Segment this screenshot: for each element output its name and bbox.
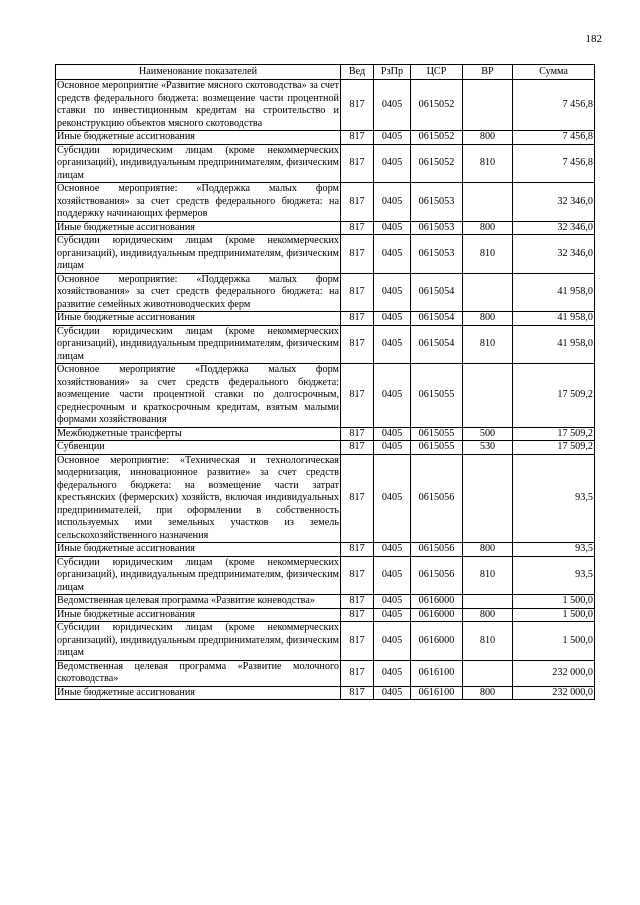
cell-ved: 817 — [341, 660, 374, 686]
cell-sum: 1 500,0 — [513, 622, 595, 661]
cell-vr: 800 — [463, 608, 513, 622]
cell-rzpr: 0405 — [374, 183, 411, 222]
cell-ved: 817 — [341, 556, 374, 595]
cell-ved: 817 — [341, 273, 374, 312]
cell-rzpr: 0405 — [374, 556, 411, 595]
cell-vr: 800 — [463, 221, 513, 235]
cell-rzpr: 0405 — [374, 543, 411, 557]
cell-csr: 0616000 — [411, 595, 463, 609]
table-header-row — [56, 65, 595, 80]
table-row — [56, 556, 595, 595]
cell-rzpr: 0405 — [374, 427, 411, 441]
cell-vr — [463, 364, 513, 428]
cell-vr — [463, 595, 513, 609]
header-rzpr: РзПр — [374, 65, 411, 80]
table-row — [56, 660, 595, 686]
table-row — [56, 325, 595, 364]
cell-name: Иные бюджетные ассигнования — [56, 312, 341, 326]
cell-ved: 817 — [341, 595, 374, 609]
cell-rzpr: 0405 — [374, 235, 411, 274]
table-row — [56, 80, 595, 131]
cell-csr: 0615053 — [411, 221, 463, 235]
table-row — [56, 312, 595, 326]
cell-csr: 0615055 — [411, 364, 463, 428]
cell-vr — [463, 80, 513, 131]
cell-csr: 0615056 — [411, 454, 463, 543]
table-row — [56, 543, 595, 557]
cell-name: Ведомственная целевая программа «Развитие коневодства» — [56, 595, 341, 609]
cell-csr: 0615053 — [411, 183, 463, 222]
cell-ved: 817 — [341, 608, 374, 622]
cell-csr: 0615056 — [411, 556, 463, 595]
header-sum: Сумма — [513, 65, 595, 80]
cell-csr: 0616100 — [411, 660, 463, 686]
cell-vr: 800 — [463, 543, 513, 557]
cell-name: Ведомственная целевая программа «Развитие молочного скотоводства» — [57, 660, 339, 684]
table-row — [56, 273, 595, 312]
cell-rzpr: 0405 — [374, 660, 411, 686]
cell-name: Иные бюджетные ассигнования — [56, 221, 341, 235]
table-row — [56, 622, 595, 661]
cell-sum: 93,5 — [513, 454, 595, 543]
cell-sum: 41 958,0 — [513, 312, 595, 326]
cell-vr: 810 — [463, 235, 513, 274]
cell-csr: 0615055 — [411, 441, 463, 455]
cell-csr: 0615052 — [411, 80, 463, 131]
cell-sum: 7 456,8 — [513, 144, 595, 183]
cell-ved: 817 — [341, 427, 374, 441]
cell-name: Субсидии юридическим лицам (кроме некоммерческих организаций), индивидуальным предпринимателям, физическим лицам — [57, 622, 339, 658]
cell-vr: 530 — [463, 441, 513, 455]
cell-csr: 0615054 — [411, 273, 463, 312]
cell-rzpr: 0405 — [374, 622, 411, 661]
cell-sum: 93,5 — [513, 556, 595, 595]
table-row — [56, 364, 595, 428]
cell-sum: 1 500,0 — [513, 595, 595, 609]
cell-csr: 0616100 — [411, 686, 463, 700]
cell-ved: 817 — [341, 686, 374, 700]
cell-csr: 0616000 — [411, 608, 463, 622]
cell-rzpr: 0405 — [374, 144, 411, 183]
table-row — [56, 595, 595, 609]
cell-sum: 32 346,0 — [513, 183, 595, 222]
cell-sum: 17 509,2 — [513, 364, 595, 428]
cell-ved: 817 — [341, 364, 374, 428]
page-number: 182 — [585, 33, 602, 45]
cell-rzpr: 0405 — [374, 441, 411, 455]
table-row — [56, 441, 595, 455]
cell-csr: 0615052 — [411, 131, 463, 145]
cell-sum: 17 509,2 — [513, 441, 595, 455]
cell-sum: 32 346,0 — [513, 235, 595, 274]
cell-sum: 17 509,2 — [513, 427, 595, 441]
cell-name: Субсидии юридическим лицам (кроме некоммерческих организаций), индивидуальным предпринимателям, физическим лицам — [57, 556, 339, 593]
cell-ved: 817 — [341, 325, 374, 364]
cell-ved: 817 — [341, 131, 374, 145]
cell-vr: 810 — [463, 556, 513, 595]
cell-csr: 0615054 — [411, 312, 463, 326]
cell-name: Основное мероприятие: «Техническая и технологическая модернизация, инновационное развитие» за счет средств федерального бюджета: на возмещение части затрат крестьянских (фермерских) хозяйств, включая индивидуальных предпринимателей, при оформлении в собственность используемых ими земельных участков из земель сельскохозяйственного назначения — [57, 454, 339, 541]
table-row — [56, 686, 595, 700]
cell-ved: 817 — [341, 441, 374, 455]
cell-rzpr: 0405 — [374, 686, 411, 700]
cell-rzpr: 0405 — [374, 80, 411, 131]
cell-rzpr: 0405 — [374, 595, 411, 609]
cell-csr: 0615052 — [411, 144, 463, 183]
cell-sum: 1 500,0 — [513, 608, 595, 622]
cell-name: Субсидии юридическим лицам (кроме некоммерческих организаций), индивидуальным предпринимателям, физическим лицам — [57, 144, 339, 181]
cell-csr: 0615054 — [411, 325, 463, 364]
cell-name: Субвенции — [56, 441, 341, 455]
cell-name: Иные бюджетные ассигнования — [56, 686, 341, 700]
cell-name: Субсидии юридическим лицам (кроме некоммерческих организаций), индивидуальным предпринимателям, физическим лицам — [57, 235, 339, 271]
cell-ved: 817 — [341, 454, 374, 543]
cell-rzpr: 0405 — [374, 608, 411, 622]
cell-csr: 0615053 — [411, 235, 463, 274]
cell-vr: 810 — [463, 622, 513, 661]
cell-csr: 0615055 — [411, 427, 463, 441]
cell-ved: 817 — [341, 622, 374, 661]
cell-rzpr: 0405 — [374, 221, 411, 235]
cell-name: Субсидии юридическим лицам (кроме некоммерческих организаций), индивидуальным предпринимателям, физическим лицам — [57, 325, 339, 362]
table-row — [56, 144, 595, 183]
cell-vr — [463, 273, 513, 312]
cell-rzpr: 0405 — [374, 364, 411, 428]
table-body — [56, 80, 595, 700]
cell-vr: 810 — [463, 144, 513, 183]
header-name: Наименование показателей — [56, 65, 341, 80]
table-row — [56, 454, 595, 543]
cell-sum: 232 000,0 — [513, 660, 595, 686]
cell-sum: 7 456,8 — [513, 80, 595, 131]
cell-rzpr: 0405 — [374, 454, 411, 543]
table-row — [56, 608, 595, 622]
table-row — [56, 183, 595, 222]
cell-sum: 7 456,8 — [513, 131, 595, 145]
header-ved: Вед — [341, 65, 374, 80]
cell-name: Иные бюджетные ассигнования — [56, 608, 341, 622]
cell-ved: 817 — [341, 221, 374, 235]
cell-ved: 817 — [341, 543, 374, 557]
cell-vr: 500 — [463, 427, 513, 441]
header-vr: ВР — [463, 65, 513, 80]
cell-rzpr: 0405 — [374, 325, 411, 364]
cell-name: Иные бюджетные ассигнования — [56, 543, 341, 557]
table-row — [56, 235, 595, 274]
cell-vr — [463, 660, 513, 686]
cell-ved: 817 — [341, 235, 374, 274]
cell-ved: 817 — [341, 312, 374, 326]
cell-csr: 0615056 — [411, 543, 463, 557]
cell-vr: 800 — [463, 131, 513, 145]
cell-vr: 810 — [463, 325, 513, 364]
cell-name: Основное мероприятие: «Поддержка малых форм хозяйствования» за счет средств федерального бюджета: на поддержку начинающих фермеров — [57, 183, 339, 219]
table-row — [56, 221, 595, 235]
cell-sum: 41 958,0 — [513, 273, 595, 312]
cell-name: Межбюджетные трансферты — [56, 427, 341, 441]
cell-name: Основное мероприятие «Поддержка малых форм хозяйствования» за счет средств федерального бюджета: возмещение части процентной ставки по долгосрочным, среднесрочным и краткосрочным кредитам, взятым малыми формами хозяйствования — [57, 364, 339, 425]
cell-sum: 32 346,0 — [513, 221, 595, 235]
cell-vr — [463, 454, 513, 543]
cell-vr: 800 — [463, 312, 513, 326]
cell-rzpr: 0405 — [374, 312, 411, 326]
cell-name: Основное мероприятие «Развитие мясного скотоводства» за счет средств федерального бюджета: возмещение части процентной ставки по инвестиционным кредитам на строительство и реконструкцию объектов мясного скотоводства — [57, 80, 339, 129]
table-row — [56, 131, 595, 145]
cell-ved: 817 — [341, 183, 374, 222]
cell-ved: 817 — [341, 144, 374, 183]
cell-sum: 232 000,0 — [513, 686, 595, 700]
cell-name: Иные бюджетные ассигнования — [56, 131, 341, 145]
cell-csr: 0616000 — [411, 622, 463, 661]
cell-rzpr: 0405 — [374, 273, 411, 312]
budget-table — [55, 64, 595, 700]
cell-rzpr: 0405 — [374, 131, 411, 145]
cell-vr: 800 — [463, 686, 513, 700]
header-csr: ЦСР — [411, 65, 463, 80]
cell-sum: 41 958,0 — [513, 325, 595, 364]
cell-vr — [463, 183, 513, 222]
cell-name: Основное мероприятие: «Поддержка малых форм хозяйствования» за счет средств федерального бюджета: на развитие семейных животноводческих ферм — [57, 273, 339, 310]
cell-ved: 817 — [341, 80, 374, 131]
cell-sum: 93,5 — [513, 543, 595, 557]
table-row — [56, 427, 595, 441]
